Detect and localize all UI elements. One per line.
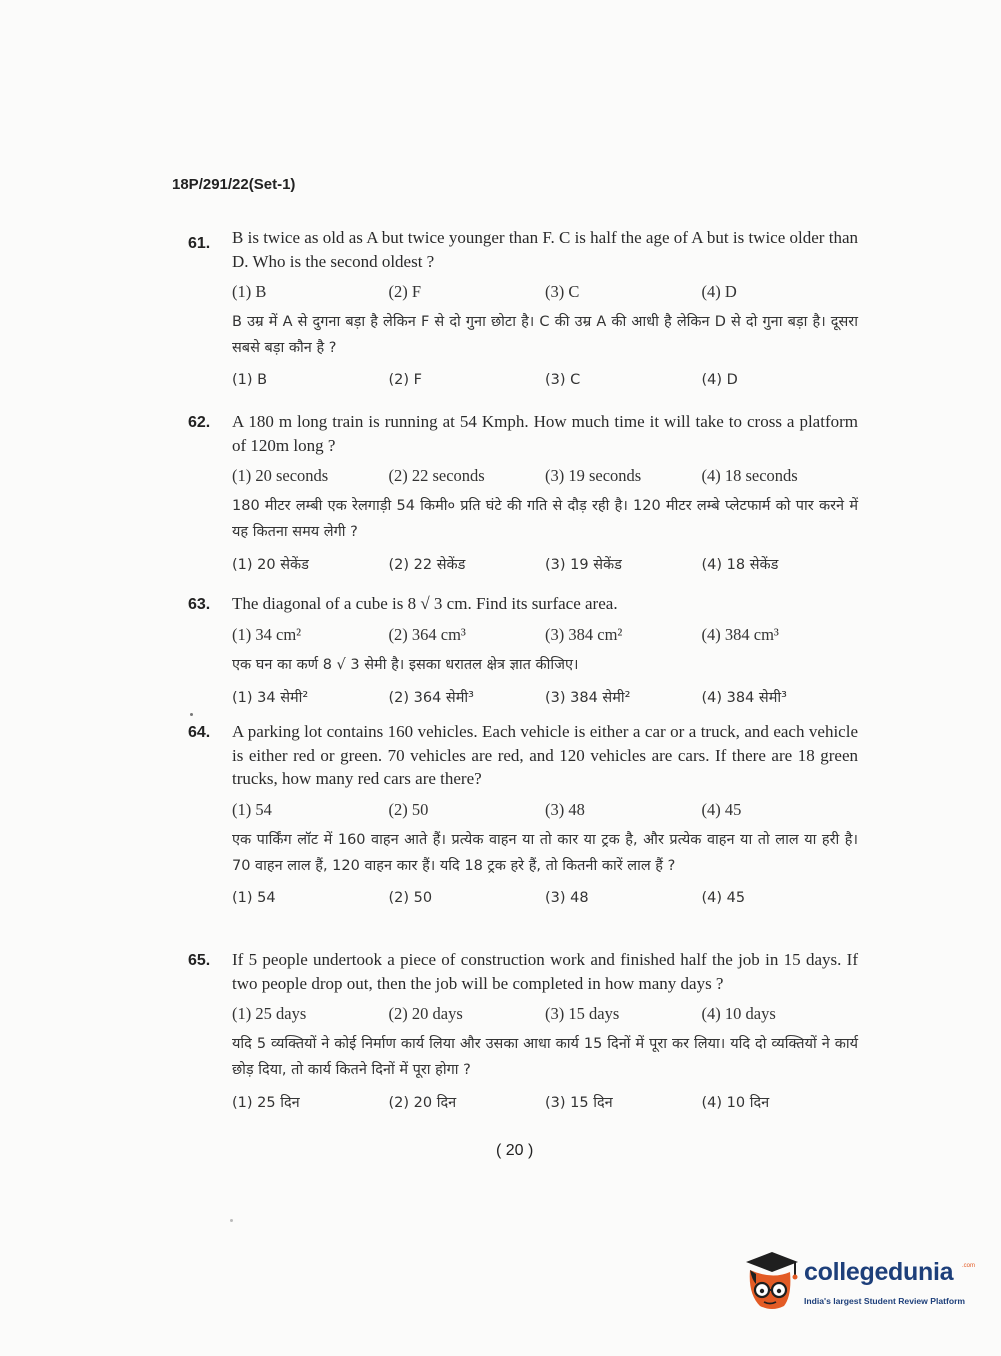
options-en — [232, 797, 858, 823]
question-text-hi: 180 मीटर लम्बी एक रेलगाड़ी 54 किमी० प्रति घंटे की गति से दौड़ रही है। 120 मीटर लम्बे प्लेटफार्म को पार करने में यह कितना समय लेगी ? — [232, 498, 858, 540]
option-2: (2) F — [388, 282, 422, 301]
options-hi — [232, 684, 858, 710]
option-3: (3) 48 — [545, 889, 589, 906]
question-62 — [188, 410, 858, 581]
page-number: ( 20 ) — [496, 1142, 534, 1159]
question-text-hi: एक पार्किंग लॉट में 160 वाहन आते हैं। प्रत्येक वाहन या तो कार या ट्रक है, और प्रत्येक वाहन या तो लाल या हरी है। 70 वाहन लाल हैं, 120 वाहन कार हैं। यदि 18 ट्रक हरे हैं, तो कितनी कारें लाल हैं ? — [232, 831, 858, 874]
question-61 — [188, 226, 858, 397]
options-hi — [232, 551, 858, 577]
option-1: (1) 34 cm² — [232, 624, 302, 644]
option-4: (4) D — [701, 372, 738, 388]
option-1: (1) 25 दिन — [232, 1095, 300, 1111]
option-3: (3) 15 days — [545, 1004, 620, 1023]
question-text-en: B is twice as old as A but twice younger than F. C is half the age of A but is twice older than D. Who is the second oldest ? — [232, 228, 858, 271]
option-2: (2) F — [388, 372, 422, 388]
question-number: 61. — [188, 235, 211, 252]
logo-tagline: India's largest Student Review Platform — [804, 1296, 966, 1306]
option-3: (3) C — [545, 372, 581, 388]
question-text-hi: यदि 5 व्यक्तियों ने कोई निर्माण कार्य लिया और उसका आधा कार्य 15 दिनों में पूरा कर लिया। यदि दो व्यक्तियों ने कार्य छोड़ दिया, तो कार्य कितने दिनों में पूरा होगा ? — [232, 1036, 858, 1078]
collegedunia-logo — [742, 1250, 976, 1320]
option-1: (1) B — [232, 372, 268, 388]
option-2: (2) 50 — [388, 799, 429, 819]
option-4: (4) 10 दिन — [701, 1095, 770, 1111]
options-en — [232, 1001, 858, 1027]
question-text-en: If 5 people undertook a piece of construction work and finished half the job in 15 days. If two people drop out, then the job will be completed in how many days ? — [232, 950, 858, 993]
option-1: (1) 54 — [232, 799, 272, 819]
option-3: (3) C — [545, 282, 580, 301]
mascot-graduate-icon — [742, 1250, 800, 1312]
options-en — [232, 463, 858, 489]
option-2: (2) 364 cm³ — [388, 624, 466, 644]
option-3: (3) 384 cm² — [545, 624, 623, 644]
stray-dot — [190, 713, 193, 716]
logo-wordmark: collegedunia — [804, 1258, 954, 1286]
option-1: (1) 54 — [232, 889, 276, 906]
options-hi — [232, 367, 858, 393]
option-2: (2) 20 days — [388, 1004, 463, 1023]
option-3: (3) 384 सेमी² — [545, 689, 631, 706]
options-en — [232, 622, 858, 648]
option-4: (4) 45 — [701, 889, 746, 906]
document-code: 18P/291/22(Set-1) — [172, 176, 296, 193]
question-text-hi: एक घन का कर्ण 8 √ 3 सेमी है। इसका धरातल क्षेत्र ज्ञात कीजिए। — [232, 656, 579, 673]
option-1: (1) 20 सेकेंड — [232, 557, 309, 573]
question-text-en: A parking lot contains 160 vehicles. Each vehicle is either a car or a truck, and each vehicle is either red or green. 70 vehicles are red, and 120 vehicles are cars. If there are 18 green trucks, how many red cars are there? — [232, 722, 858, 788]
option-4: (4) 18 seconds — [701, 466, 798, 485]
question-number: 62. — [188, 414, 211, 431]
question-number: 64. — [188, 724, 211, 741]
option-4: (4) 18 सेकेंड — [701, 557, 779, 573]
question-text-en: A 180 m long train is running at 54 Kmph. How much time it will take to cross a platform of 120m long ? — [232, 412, 858, 455]
stray-dot — [230, 1219, 233, 1222]
options-hi — [232, 1089, 858, 1115]
option-4: (4) 45 — [701, 799, 742, 819]
option-4: (4) 10 days — [701, 1004, 776, 1023]
option-2: (2) 364 सेमी³ — [388, 689, 474, 706]
option-2: (2) 20 दिन — [388, 1095, 457, 1111]
question-text-en: The diagonal of a cube is 8 √ 3 cm. Find its surface area. — [232, 594, 618, 613]
question-text-hi: B उम्र में A से दुगना बड़ा है लेकिन F से दो गुना छोटा है। C की उम्र A की आधी है लेकिन D से दो गुना बड़ा है। दूसरा सबसे बड़ा कौन है ? — [232, 314, 858, 356]
question-65 — [188, 948, 858, 1119]
option-4: (4) D — [701, 282, 737, 301]
option-1: (1) 34 सेमी² — [232, 689, 309, 706]
option-2: (2) 22 सेकेंड — [388, 557, 466, 573]
options-hi — [232, 885, 858, 911]
option-1: (1) 25 days — [232, 1004, 307, 1023]
option-3: (3) 48 — [545, 799, 585, 819]
question-64 — [188, 720, 858, 915]
question-number: 63. — [188, 596, 211, 613]
option-1: (1) 20 seconds — [232, 466, 329, 485]
option-4: (4) 384 सेमी³ — [701, 689, 787, 706]
option-4: (4) 384 cm³ — [701, 624, 779, 644]
options-en — [232, 279, 858, 305]
option-1: (1) B — [232, 282, 267, 301]
logo-domain-suffix: .com — [962, 1263, 976, 1269]
option-2: (2) 22 seconds — [388, 466, 485, 485]
option-3: (3) 19 seconds — [545, 466, 642, 485]
question-63 — [188, 592, 858, 714]
option-3: (3) 19 सेकेंड — [545, 557, 622, 573]
question-number: 65. — [188, 952, 211, 969]
option-3: (3) 15 दिन — [545, 1095, 613, 1111]
option-2: (2) 50 — [388, 889, 433, 906]
